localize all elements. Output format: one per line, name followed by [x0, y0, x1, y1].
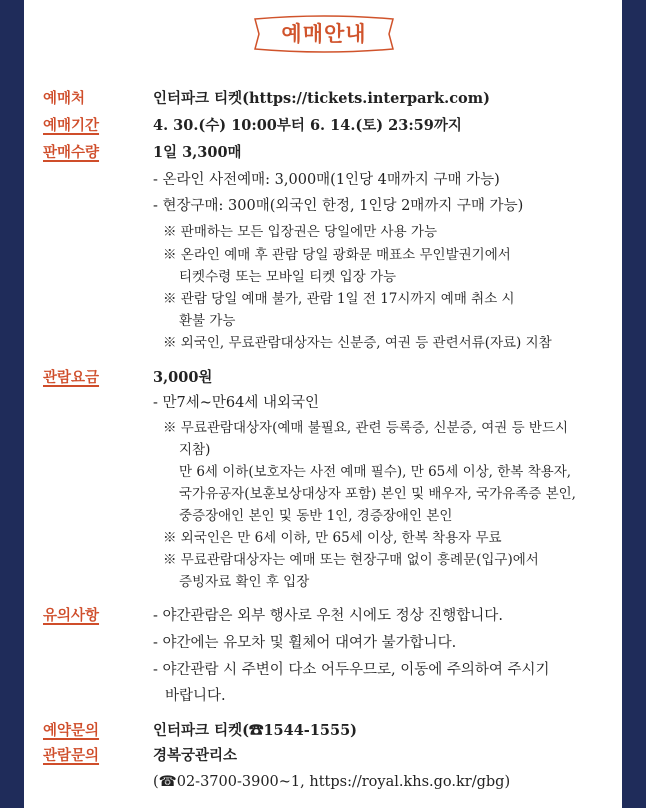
sales-total: 1일 3,300매 [153, 144, 242, 161]
fee-note: 지참) [179, 442, 211, 458]
visit-inquiry-contact: (☎02-3700-3900~1, https://royal.khs.go.kr/gbg) [153, 774, 511, 790]
note-item: - 야간에는 유모차 및 휠체어 대여가 불가합니다. [153, 635, 457, 651]
fee-note: 증빙자료 확인 후 입장 [179, 574, 310, 590]
booking-period-value: 4. 30.(수) 10:00부터 6. 14.(토) 23:59까지 [153, 117, 462, 134]
sales-note: ※ 외국인, 무료관람대상자는 신분증, 여권 등 관련서류(자료) 지참 [163, 335, 552, 351]
sales-note: ※ 판매하는 모든 입장권은 당일에만 사용 가능 [163, 224, 437, 240]
booking-site-value: 인터파크 티켓(https://tickets.interpark.com) [153, 90, 490, 107]
title-banner [249, 15, 399, 53]
note-item: 바랍니다. [165, 688, 226, 704]
fee-note: ※ 외국인은 만 6세 이하, 만 65세 이상, 한복 착용자 무료 [163, 530, 502, 546]
sales-note: ※ 관람 당일 예매 불가, 관람 1일 전 17시까지 예매 취소 시 [163, 291, 515, 307]
visit-inquiry-office: 경복궁관리소 [153, 747, 238, 764]
fee-target: - 만7세~만64세 내외국인 [153, 395, 319, 411]
sales-note: 환불 가능 [179, 313, 236, 329]
note-item: - 야간관람 시 주변이 다소 어두우므로, 이동에 주의하여 주시기 [153, 662, 550, 678]
label-booking-inquiry: 예약문의 [43, 723, 100, 739]
label-booking-period: 예매기간 [43, 118, 100, 134]
sales-note: ※ 온라인 예매 후 관람 당일 광화문 매표소 무인발권기에서 [163, 247, 511, 263]
label-booking-site: 예매처 [43, 91, 86, 107]
label-sales-quantity: 판매수량 [43, 145, 100, 161]
note-item: - 야간관람은 외부 행사로 우천 시에도 정상 진행합니다. [153, 608, 503, 624]
label-admission-fee: 관람요금 [43, 370, 100, 386]
fee-amount: 3,000원 [153, 369, 213, 386]
sales-note: 티켓수령 또는 모바일 티켓 입장 가능 [179, 269, 397, 285]
sales-online: - 온라인 사전예매: 3,000매(1인당 4매까지 구매 가능) [153, 172, 500, 188]
label-visit-inquiry: 관람문의 [43, 748, 100, 764]
page-title: 예매안내 [281, 22, 367, 46]
sales-onsite: - 현장구매: 300매(외국인 한정, 1인당 2매까지 구매 가능) [153, 198, 524, 214]
fee-note: 국가유공자(보훈보상대상자 포함) 본인 및 배우자, 국가유족증 본인, [179, 486, 576, 502]
fee-note: 만 6세 이하(보호자는 사전 예매 필수), 만 65세 이상, 한복 착용자, [179, 464, 572, 480]
fee-note: ※ 무료관람대상자는 예매 또는 현장구매 없이 흥례문(입구)에서 [163, 552, 539, 568]
fee-note: 중증장애인 본인 및 동반 1인, 경증장애인 본인 [179, 508, 453, 524]
label-notes: 유의사항 [43, 608, 100, 624]
booking-inquiry-value: 인터파크 티켓(☎1544-1555) [153, 722, 358, 739]
fee-note: ※ 무료관람대상자(예매 불필요, 관련 등록증, 신분증, 여권 등 반드시 [163, 420, 569, 436]
